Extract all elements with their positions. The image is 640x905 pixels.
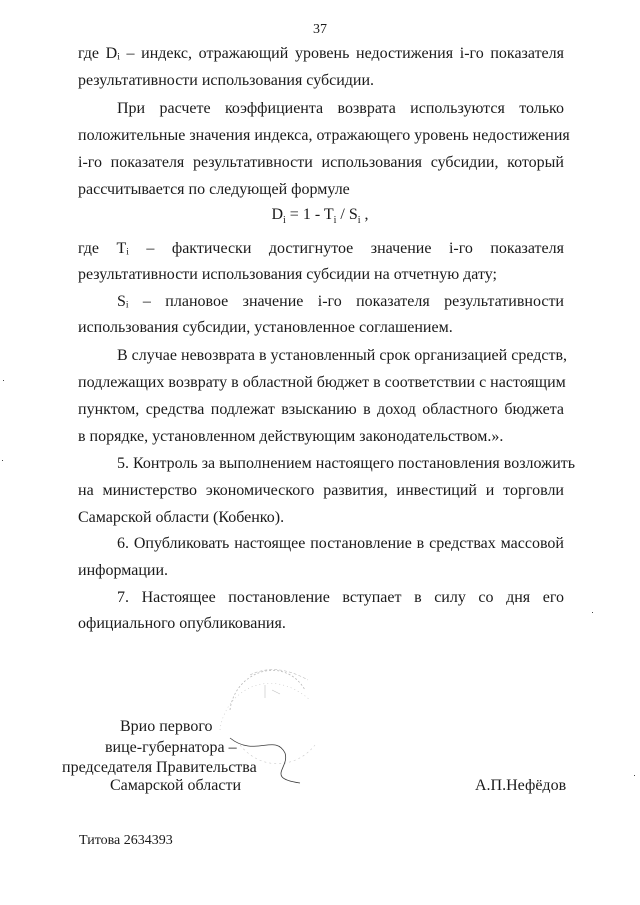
signature-title-line-2: вице-губернатора – <box>105 739 237 756</box>
text-line: 6. Опубликовать настоящее постановление в средствах массовой <box>117 535 564 552</box>
scan-speck <box>2 460 3 461</box>
text-line: в порядке, установленном действующим законодательством.». <box>78 428 504 445</box>
text-line: на министерство экономического развития, инвестиций и торговли <box>78 482 564 499</box>
text-line: При расчете коэффициента возврата используются только <box>117 100 564 117</box>
scan-speck <box>3 380 4 381</box>
text-line: i-го показателя результативности использования субсидии, который <box>78 154 564 171</box>
signature-title-line-3: председателя Правительства <box>62 759 257 776</box>
text-line: рассчитывается по следующей формуле <box>78 181 350 198</box>
text-line: подлежащих возврату в областной бюджет в соответствии с настоящим <box>78 374 566 391</box>
text-line: где Tᵢ – фактически достигнутое значение i-го показателя <box>78 240 564 257</box>
formula <box>0 206 640 226</box>
signature-title-line-1: Врио первого <box>120 718 213 735</box>
text-line: положительные значения индекса, отражающего уровень недостижения <box>78 127 570 144</box>
text-line: В случае невозврата в установленный срок организацией средств, <box>117 347 567 364</box>
formula-s-sub: i <box>357 215 361 227</box>
text-line: пунктом, средства подлежат взысканию в доход областного бюджета <box>78 401 564 418</box>
signature-title-line-4: Самарской области <box>110 777 241 794</box>
text-line: информации. <box>78 562 169 579</box>
text-line: 5. Контроль за выполнением настоящего постановления возложить <box>117 455 576 472</box>
formula-d-sub: i <box>283 215 286 227</box>
text-line: где Dᵢ – индекс, отражающий уровень недостижения i-го показателя <box>78 45 564 62</box>
executor-footer: Титова 2634393 <box>79 833 173 848</box>
page-number: 37 <box>313 22 327 37</box>
text-line: 7. Настоящее постановление вступает в силу со дня его <box>117 589 564 606</box>
text-line: Sᵢ – плановое значение i-го показателя результативности <box>117 293 564 310</box>
text-line: официального опубликования. <box>78 615 286 632</box>
formula-t-sub: i <box>333 215 337 227</box>
formula-d: D <box>271 206 284 223</box>
formula-eq: = 1 - T <box>285 206 334 223</box>
formula-tail: , <box>360 206 369 223</box>
scan-speck <box>592 612 593 613</box>
text-line: использования субсидии, установленное соглашением. <box>78 319 453 336</box>
signatory-name: А.П.Нефёдов <box>475 777 567 794</box>
text-line: Самарской области (Кобенко). <box>78 509 285 526</box>
text-line: результативности использования субсидии. <box>78 72 375 89</box>
text-line: результативности использования субсидии на отчетную дату; <box>78 266 497 283</box>
formula-slash: / S <box>336 206 358 223</box>
scan-speck <box>634 775 635 776</box>
